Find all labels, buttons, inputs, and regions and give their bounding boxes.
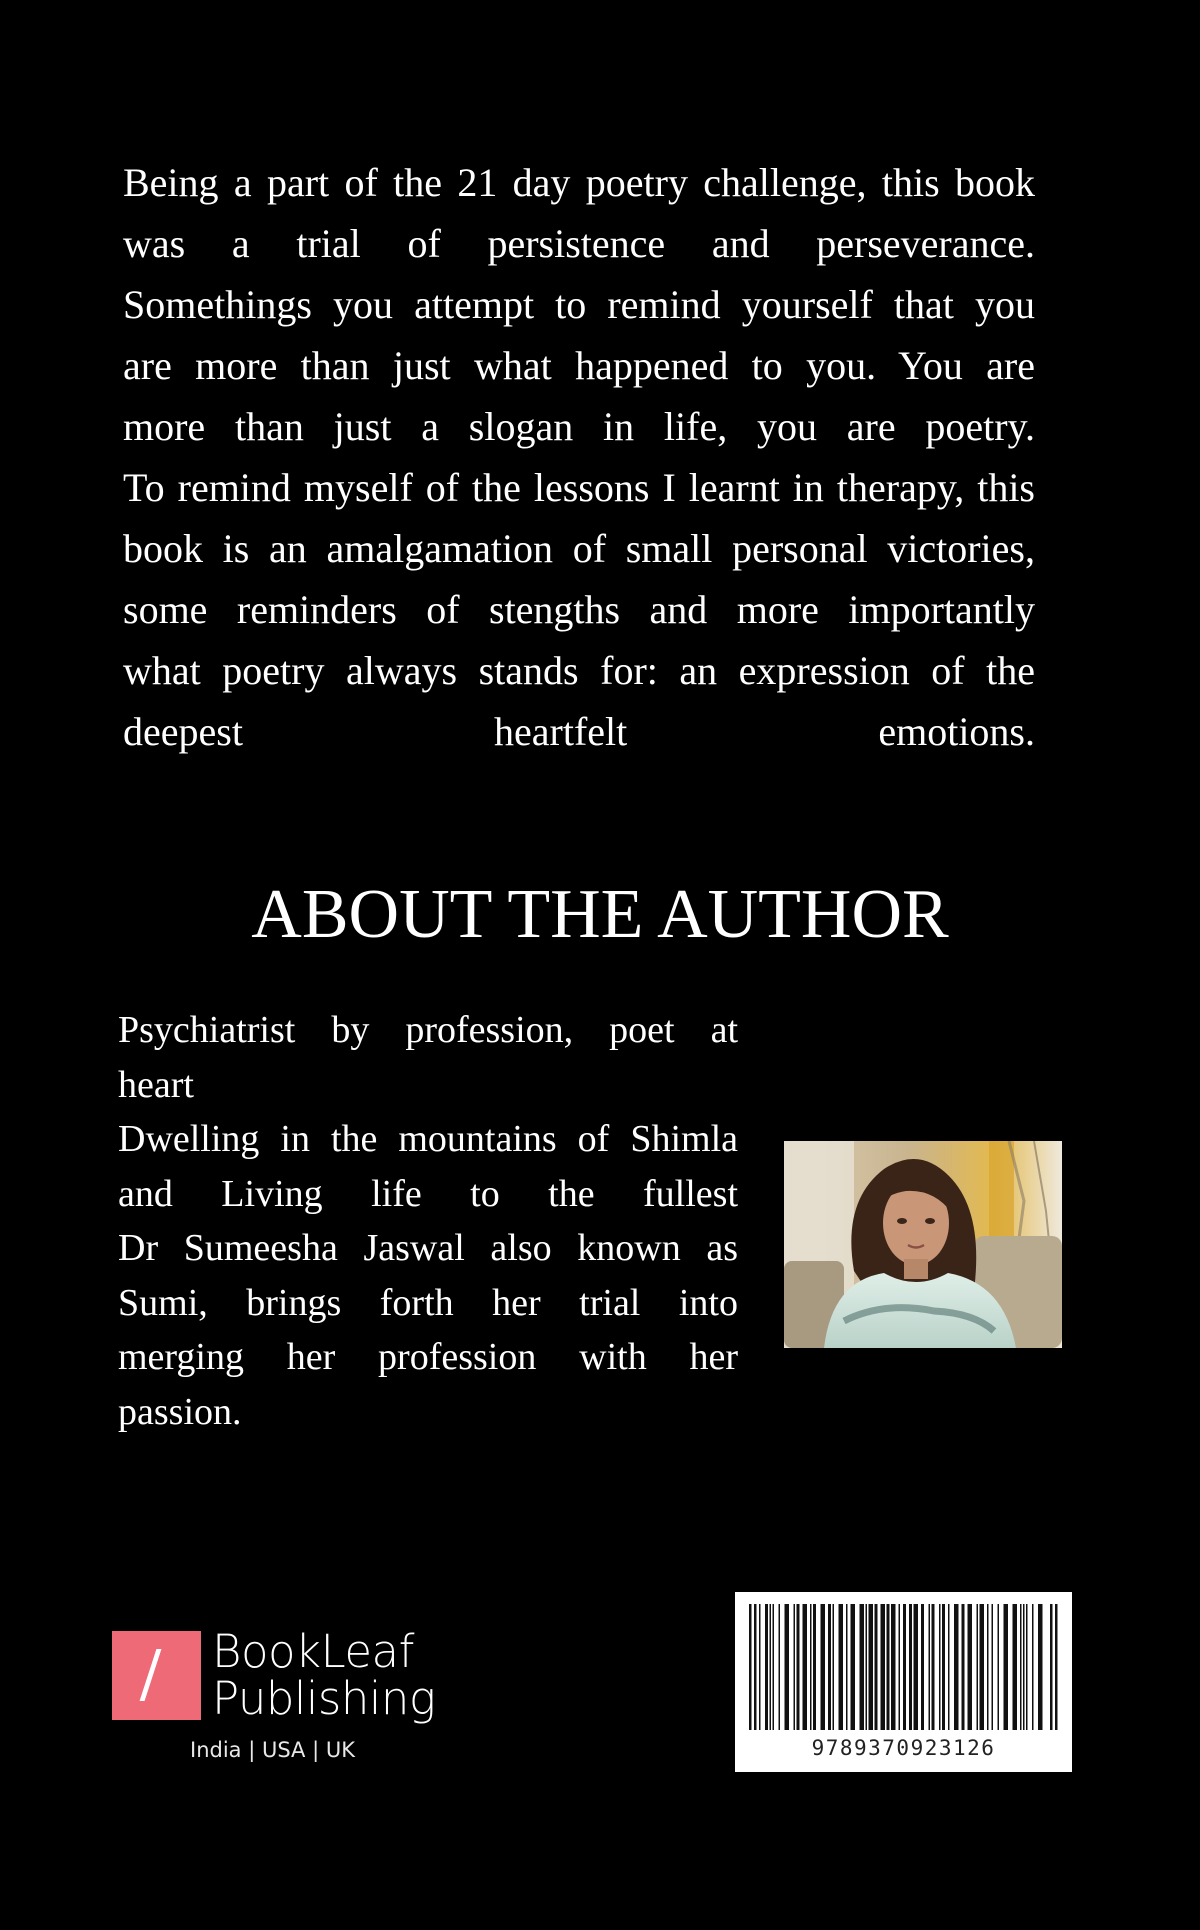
barcode-bar [992, 1604, 994, 1730]
barcode-bar [1023, 1604, 1025, 1730]
barcode-bar [875, 1604, 878, 1730]
barcode-bar [903, 1604, 906, 1730]
barcode-bar [833, 1604, 835, 1730]
publisher-name-line2: Publishing [212, 1672, 436, 1725]
barcode-bar [891, 1604, 896, 1730]
barcode-bar [779, 1604, 781, 1730]
barcode-bar [1020, 1604, 1022, 1730]
barcode-bar [968, 1604, 973, 1730]
barcode-bar [921, 1604, 924, 1730]
about-the-author-heading: ABOUT THE AUTHOR [251, 876, 949, 953]
blurb-line: what poetry always stands for: an expression of the [123, 648, 1035, 693]
barcode-bar [1004, 1604, 1009, 1730]
barcode-bar [962, 1604, 965, 1730]
author-bio-line: heart [118, 1063, 194, 1106]
barcode-bar [765, 1604, 768, 1730]
blurb-line: book is an amalgamation of small personal victories, [123, 526, 1035, 571]
barcode-bar [1050, 1604, 1053, 1730]
barcode-bar [785, 1604, 790, 1730]
publisher-name-line1: BookLeaf [212, 1625, 414, 1678]
blurb-line: Somethings you attempt to remind yourself that you [123, 282, 1035, 327]
barcode-bar [914, 1604, 919, 1730]
barcode-bar [860, 1604, 865, 1730]
author-bio-line: Sumi, brings forth her trial into [118, 1281, 738, 1324]
barcode-bar [998, 1604, 1000, 1730]
barcode-bar [977, 1604, 979, 1730]
barcode-bar [1026, 1604, 1028, 1730]
barcode-bar [909, 1604, 912, 1730]
blurb-line: more than just a slogan in life, you are poetry. [123, 404, 1035, 449]
barcode-bar [948, 1604, 950, 1730]
author-bio-line: Dr Sumeesha Jaswal also known as [118, 1227, 738, 1269]
barcode-bar [932, 1604, 935, 1730]
barcode-bar [939, 1604, 941, 1730]
barcode-bar [839, 1604, 844, 1730]
back-cover-blurb [123, 152, 1035, 762]
barcode-bar [794, 1604, 796, 1730]
author-bio-line: Psychiatrist by profession, poet at [118, 1009, 738, 1051]
isbn-number: 9789370923126 [811, 1736, 996, 1760]
blurb-line: Being a part of the 21 day poetry challenge, this book [123, 160, 1035, 205]
barcode-bar [1032, 1604, 1034, 1730]
barcode-bar [770, 1604, 772, 1730]
barcode-bar [846, 1604, 848, 1730]
author-photo [784, 1141, 1062, 1348]
barcode-bar [797, 1604, 800, 1730]
barcode-bar [749, 1604, 752, 1730]
barcode-bar [980, 1604, 985, 1730]
barcode-bar [899, 1604, 901, 1730]
barcode-bar [759, 1604, 761, 1730]
blurb-line: deepest heartfelt emotions. [123, 709, 1035, 754]
author-bio-line: merging her profession with her [118, 1336, 738, 1378]
barcode-bar [851, 1604, 856, 1730]
barcode-bar [942, 1604, 945, 1730]
blurb-line: some reminders of stengths and more importantly [123, 587, 1035, 632]
barcode-bar [954, 1604, 959, 1730]
barcode-bar [887, 1604, 890, 1730]
barcode-bar [773, 1604, 775, 1730]
barcode-bar [828, 1604, 831, 1730]
barcode-bar [821, 1604, 826, 1730]
barcode-bar [1055, 1604, 1058, 1730]
barcode-bar [813, 1604, 816, 1730]
barcode-bar [881, 1604, 886, 1730]
isbn-barcode [735, 1592, 1072, 1772]
bookleaf-logo-icon [112, 1631, 201, 1720]
blurb-line: are more than just what happened to you. You are [123, 343, 1035, 388]
blurb-line: was a trial of persistence and perseverance. [123, 221, 1035, 266]
barcode-bar [987, 1604, 989, 1730]
barcode-bar [869, 1604, 874, 1730]
barcode-bar [803, 1604, 808, 1730]
barcode-bar [810, 1604, 812, 1730]
author-bio-line: Dwelling in the mountains of Shimla [118, 1118, 738, 1160]
barcode-bar [866, 1604, 868, 1730]
barcode-bar [754, 1604, 757, 1730]
author-bio-line: and Living life to the fullest [118, 1172, 738, 1215]
author-bio [118, 1003, 738, 1439]
blurb-line: To remind myself of the lessons I learnt in therapy, this [123, 465, 1035, 510]
author-bio-line: passion. [118, 1390, 242, 1433]
barcode-bar [929, 1604, 931, 1730]
barcode-bar [1038, 1604, 1043, 1730]
slash-icon [140, 1649, 162, 1701]
barcode-bar [1013, 1604, 1018, 1730]
publisher-regions: India | USA | UK [190, 1738, 355, 1762]
publisher-logo [112, 1627, 452, 1767]
